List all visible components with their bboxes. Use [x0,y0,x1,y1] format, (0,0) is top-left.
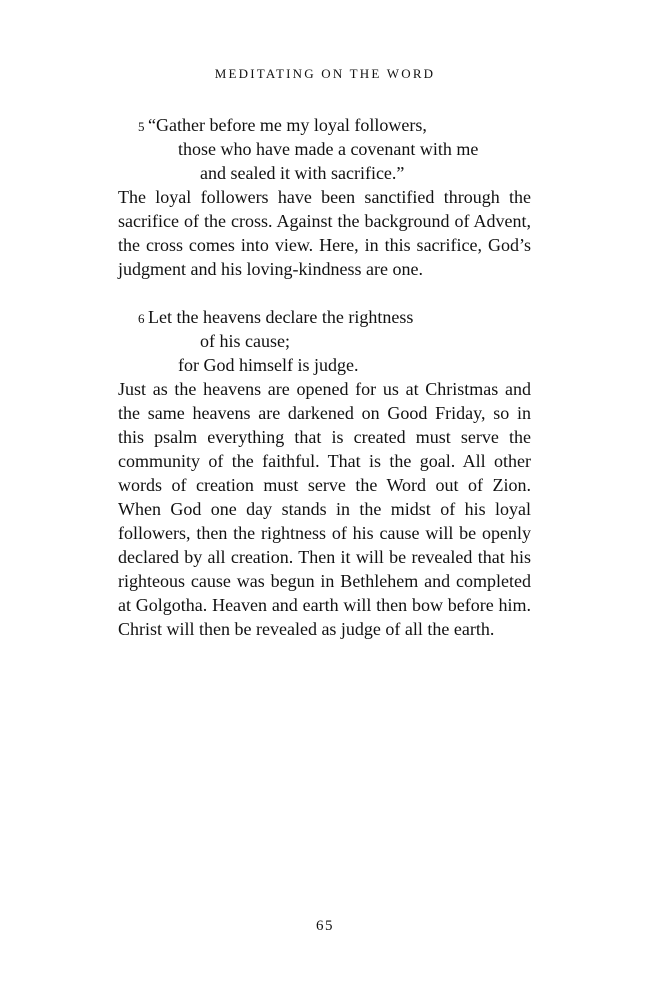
verse-5-line-2: those who have made a covenant with me [178,139,479,159]
commentary-paragraph-1: The loyal followers have been sanctified through the sacrifice of the cross. Against the background of Advent, the cross comes into view. Here, in this sacrifice, God’s judgment and his loving-kindness are one. [118,187,531,279]
commentary-paragraph-2: Just as the heavens are opened for us at Christmas and the same heavens are darkened on Good Friday, so in this psalm everything that is created must serve the community of the faithful. That is the goal. All other words of creation must serve the Word out of Zion. When God one day stands in the midst of his loyal followers, then the rightness of his cause will be openly declared by all creation. Then it will be revealed that his righteous cause was begun in Bethlehem and completed at Golgotha. Heaven and earth will then bow before him. Christ will then be revealed as judge of all the earth. [118,379,531,639]
verse-6-line-1-text: Let the heavens declare the rightness [148,307,414,327]
verse-6-line-1 [118,305,531,329]
running-head: MEDITATING ON THE WORD [214,66,436,81]
verse-6 [118,305,531,377]
page-number: 65 [316,918,334,934]
verse-5 [118,113,531,185]
verse-number-5: 5 [138,119,145,134]
verse-6-line-2: of his cause; [200,331,290,351]
verse-number-6: 6 [138,311,145,326]
section-gap [118,281,531,305]
verse-5-line-3: and sealed it with sacrifice.” [200,163,405,183]
verse-5-line-1-text: “Gather before me my loyal followers, [148,115,427,135]
verse-5-line-1 [118,113,531,137]
text-block [118,113,531,641]
verse-6-line-3: for God himself is judge. [178,355,359,375]
